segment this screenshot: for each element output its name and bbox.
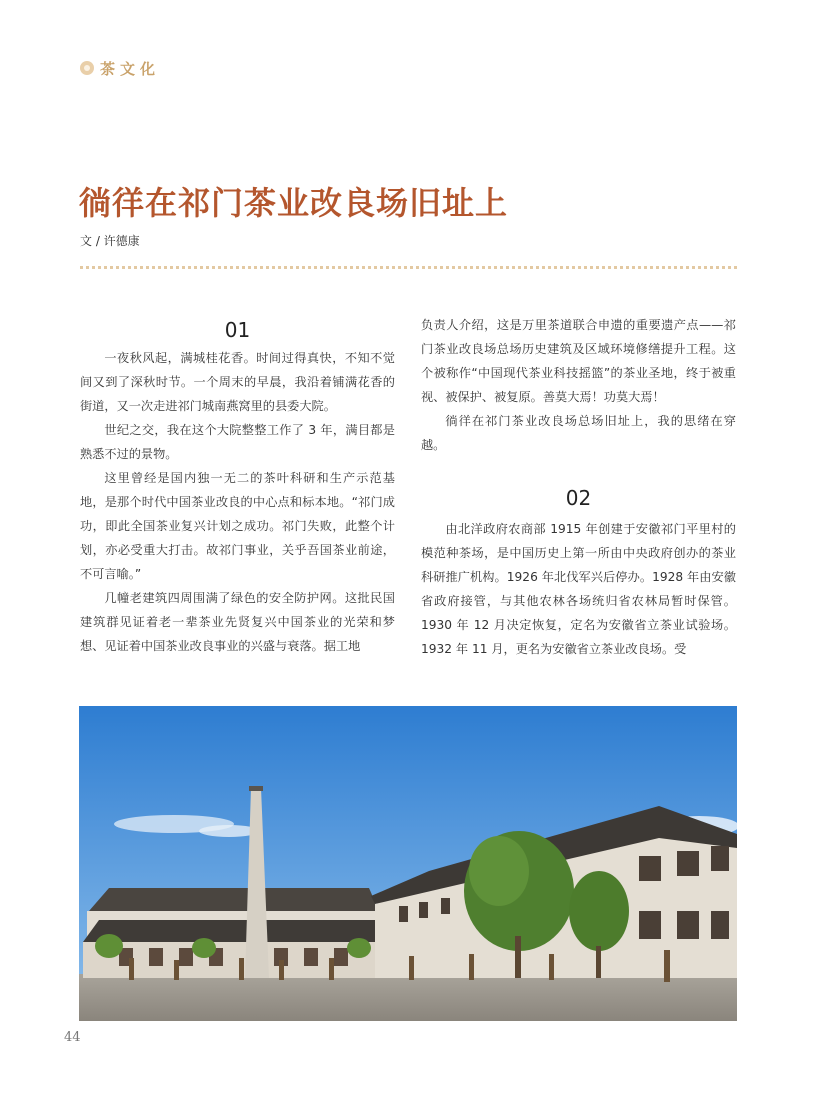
paragraph: 由北洋政府农商部 1915 年创建于安徽祁门平里村的模范种茶场，是中国历史上第一所由中央政府创办的茶业科研推广机构。1926 年北伐军兴后停办。1928 年由安徽省政府接管，与其他农林各场统归省农林局暂时保管。1930 年 12 月决定恢复，定名为安徽省立茶业试验场。1932 年 11 月，更名为安徽省立茶业改良场。受 (421, 522, 736, 656)
article-author: 文 / 许德康 (80, 234, 140, 248)
paragraph: 负责人介绍，这是万里茶道联合申遗的重要遗产点——祁门茶业改良场总场历史建筑及区域环境修缮提升工程。这个被称作“中国现代茶业科技摇篮”的茶业圣地，终于被重视、被保护、被复原。善莫大焉！功莫大焉！ (421, 318, 736, 404)
paragraph: 世纪之交，我在这个大院整整工作了 3 年，满目都是熟悉不过的景物。 (80, 423, 395, 461)
leaf-dot-icon (80, 61, 94, 75)
section-heading-01: 01 (224, 318, 251, 342)
paragraph: 这里曾经是国内独一无二的茶叶科研和生产示范基地，是那个时代中国茶业改良的中心点和标本地。“祁门成功，即此全国茶业复兴计划之成功。祁门失败，此整个计划，亦必受重大打击。故祁门事业，关乎吾国茶业前途，不可言喻。” (80, 471, 395, 581)
section-tag (80, 58, 160, 78)
building-photo (79, 706, 737, 1021)
dotted-divider (80, 266, 737, 269)
section-heading-02: 02 (565, 486, 592, 510)
text-column-right (421, 313, 736, 661)
paragraph: 一夜秋风起，满城桂花香。时间过得真快，不知不觉间又到了深秋时节。一个周末的早晨，我沿着铺满花香的街道，又一次走进祁门城南燕窝里的县委大院。 (80, 351, 395, 413)
paragraph: 徜徉在祁门茶业改良场总场旧址上，我的思绪在穿越。 (421, 414, 736, 452)
ground (79, 974, 737, 1021)
page-number: 44 (64, 1030, 81, 1045)
section-label: 茶文化 (100, 59, 161, 78)
text-column-left (80, 316, 395, 658)
article-title: 徜徉在祁门茶业改良场旧址上 (79, 184, 509, 222)
paragraph: 几幢老建筑四周围满了绿色的安全防护网。这批民国建筑群见证着老一辈茶业先贤复兴中国茶业的光荣和梦想、见证着中国茶业改良事业的兴盛与衰落。据工地 (80, 591, 395, 653)
